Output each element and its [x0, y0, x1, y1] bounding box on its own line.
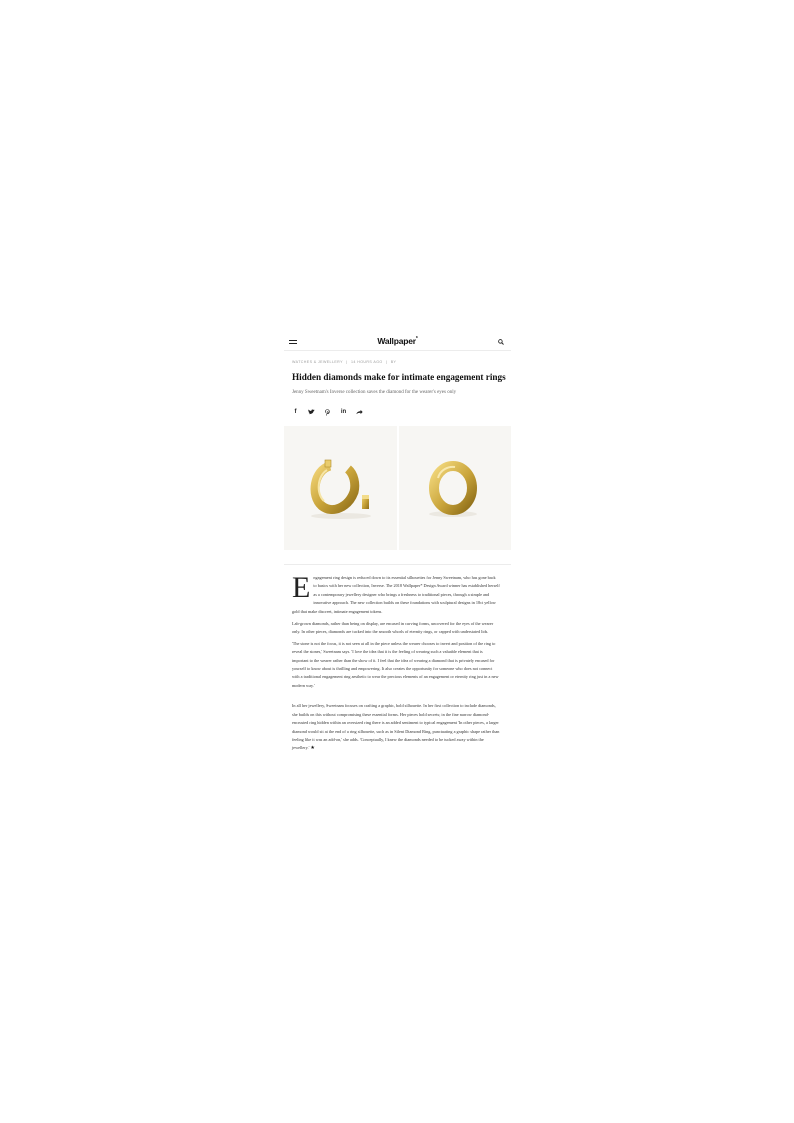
- article-title: Hidden diamonds make for intimate engagement rings: [292, 372, 506, 382]
- drop-cap: E: [292, 571, 311, 604]
- section-divider: [284, 564, 511, 565]
- ring-image-open-with-diamond[interactable]: [284, 426, 397, 550]
- ring-image-closed[interactable]: [399, 426, 511, 550]
- article-paragraph: 'The stone is not the focus, it is not seen at all in the piece unless the wearer chooses to invert and position of the ring to reveal the stones,' Sweetnam says. 'I love the idea that it is the feeling of wearing such a valuable element that is important to the wearer rather than the show of it. I feel that the idea of wearing a diamond that is privately encased for yourself to know about is thrilling and empowering. It also creates the opportunity for someone who does not connect with a traditional engagement ring aesthetic to wear the precious elements of an engagement or eternity ring just in a new modern way.': [292, 640, 499, 688]
- breadcrumb-separator: |: [386, 360, 388, 364]
- breadcrumb-category[interactable]: WATCHES & JEWELLERY: [292, 360, 343, 364]
- article-paragraph: Engagement ring design is reduced down to its essential silhouettes for Jenny Sweetnam, who has gone back to basics with her new collection, Inverse. The 2018 Wallpaper* Design Award winner has established herself as a contemporary jewellery designer who brings a freshness to traditional pieces, through a simple and innovative approach. The new collection builds on these foundations with sculptural designs in 18ct yellow gold that make discreet, intimate engagement tokens.: [292, 571, 500, 614]
- share-arrow-icon[interactable]: [356, 409, 363, 415]
- facebook-icon[interactable]: f: [294, 409, 297, 415]
- social-share-bar: [292, 408, 363, 416]
- twitter-icon[interactable]: [308, 409, 315, 415]
- product-image-gallery: [284, 426, 511, 550]
- gold-ring-open-illustration: [284, 426, 397, 550]
- article-end-star-icon: ★: [310, 746, 315, 752]
- breadcrumb-time: 14 HOURS AGO: [351, 360, 383, 364]
- article-subtitle: Jenny Sweetnam's Inverse collection saves the diamond for the wearer's eyes only: [292, 390, 457, 395]
- breadcrumb-separator: |: [346, 360, 348, 364]
- site-header: [284, 333, 511, 351]
- breadcrumb: [292, 360, 398, 364]
- site-logo[interactable]: Wallpaper*: [377, 336, 418, 346]
- article-paragraph: In all her jewellery, Sweetnam focuses on crafting a graphic, bold silhouette. In her first collection to include diamonds, she builds on this without compromising these essential forms. Her pieces hold secrets; in the fine narrow diamond-encrusted ring hidden within an oversized ring there is an added sentiment to typical engagement 'In other pieces, a larger diamond would sit at the end of a ring silhouette, such as in Silent Diamond Ring, punctuating a graphic shape rather than feeling like it was an add-on,' she adds. 'Conceptually, I knew the diamonds needed to be tucked away within the jewellery.'★: [292, 702, 500, 753]
- search-icon[interactable]: [498, 339, 504, 345]
- pinterest-icon[interactable]: [324, 409, 331, 416]
- article-body: [292, 571, 500, 757]
- gold-ring-closed-illustration: [399, 426, 511, 550]
- breadcrumb-by: BY: [390, 360, 397, 364]
- linkedin-icon[interactable]: in: [340, 409, 347, 415]
- article-paragraph: Lab-grown diamonds, rather than being on display, are encased in curving forms, uncovered for the eyes of the wearer only. In other pieces, diamonds are tucked into the smooth whorls of eternity rings, or capped with understated lids.: [292, 620, 494, 634]
- article-page: [284, 333, 511, 793]
